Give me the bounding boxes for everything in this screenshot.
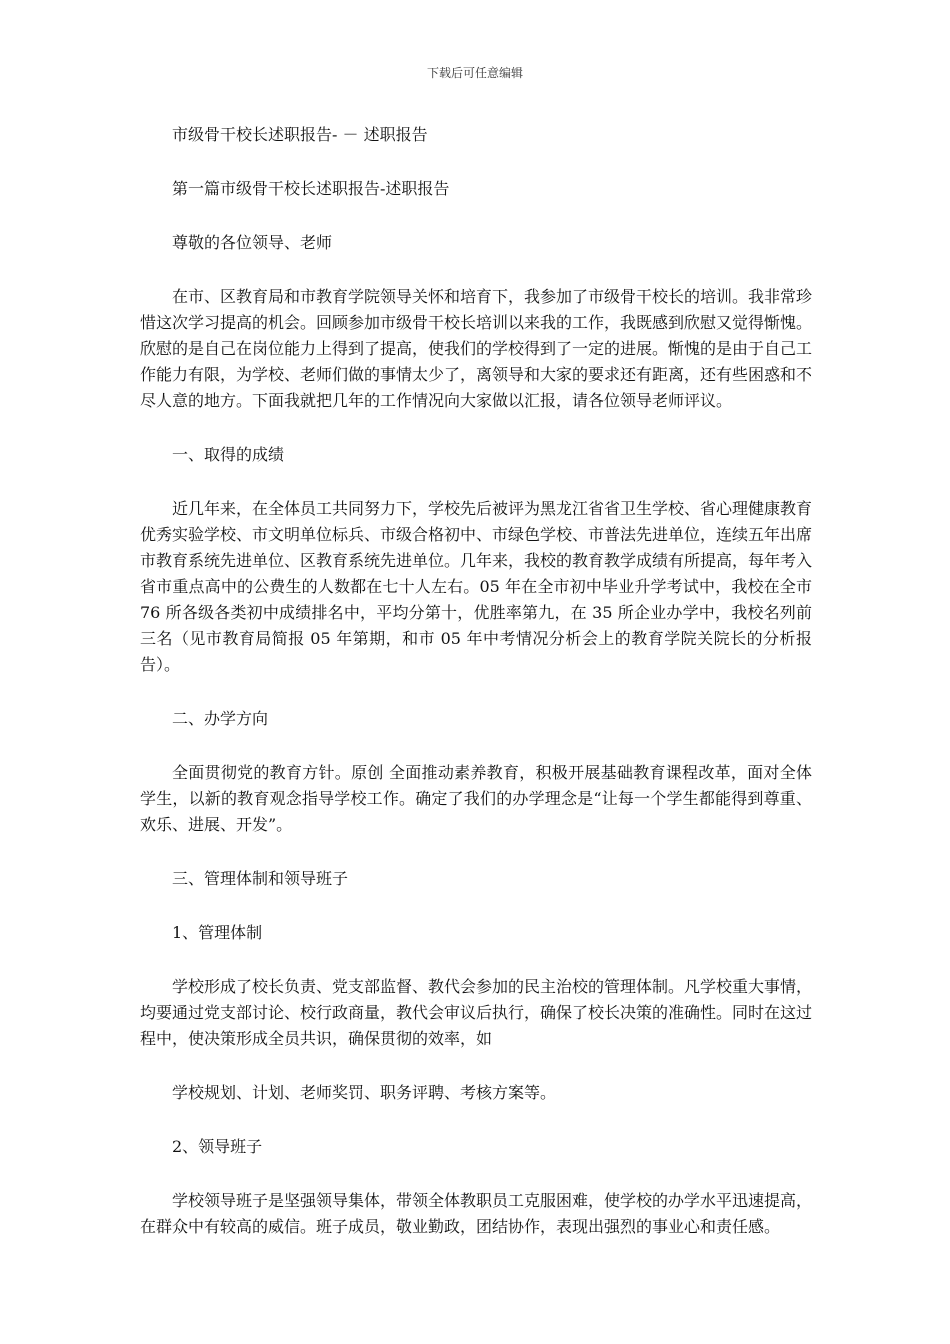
section-2-heading: 二、办学方向 [172, 709, 269, 728]
document-subtitle: 第一篇市级骨干校长述职报告-述职报告 [172, 179, 450, 198]
subsection-2-heading: 2、领导班子 [172, 1137, 263, 1156]
section-3-heading: 三、管理体制和领导班子 [172, 869, 349, 888]
subsection-2-paragraph: 学校领导班子是坚强领导集体，带领全体教职员工克服困难，使学校的办学水平迅速提高，在群众中有较高的威信。班子成员，敬业勤政，团结协作，表现出强烈的事业心和责任感。 [140, 1191, 813, 1236]
section-1-paragraph: 近几年来，在全体员工共同努力下，学校先后被评为黑龙江省省卫生学校、省心理健康教育优秀实验学校、市文明单位标兵、市级合格初中、市绿色学校、市普法先进单位，连续五年出席市教育系统先进单位、区教育系统先进单位。几年来，我校的教育教学成绩有所提高，每年考入省市重点高中的公费生的人数都在七十人左右。05 年在全市初中毕业升学考试中，我校在全市 76 所各级各类初中成绩排名中，平均分第十，优胜率第九，在 35 所企业办学中，我校名列前三名（见市教育局简报 05 年第期，和市 05 年中考情况分析会上的教育学院关院长的分析报告）。 [140, 499, 813, 674]
subsection-1-continuation: 学校规划、计划、老师奖罚、职务评聘、考核方案等。 [172, 1083, 557, 1102]
intro-paragraph: 在市、区教育局和市教育学院领导关怀和培育下，我参加了市级骨干校长的培训。我非常珍惜这次学习提高的机会。回顾参加市级骨干校长培训以来我的工作，我既感到欣慰又觉得惭愧。欣慰的是自己在岗位能力上得到了提高，使我们的学校得到了一定的进展。惭愧的是由于自己工作能力有限，为学校、老师们做的事情太少了，离领导和大家的要求还有距离，还有些困惑和不尽人意的地方。下面我就把几年的工作情况向大家做以汇报，请各位领导老师评议。 [140, 287, 813, 410]
document-body [140, 122, 812, 1268]
document-title: 市级骨干校长述职报告- － 述职报告 [172, 125, 428, 144]
section-1-heading: 一、取得的成绩 [172, 445, 285, 464]
subsection-1-paragraph: 学校形成了校长负责、党支部监督、教代会参加的民主治校的管理体制。凡学校重大事情，均要通过党支部讨论、校行政商量，教代会审议后执行，确保了校长决策的准确性。同时在这过程中，使决策形成全员共识，确保贯彻的效率，如 [140, 977, 813, 1048]
section-2-paragraph: 全面贯彻党的教育方针。原创 全面推动素养教育，积极开展基础教育课程改革，面对全体学生，以新的教育观念指导学校工作。确定了我们的办学理念是“让每一个学生都能得到尊重、欢乐、进展、开发”。 [140, 763, 812, 834]
subsection-1-heading: 1、管理体制 [172, 923, 263, 942]
page-header-note: 下载后可任意编辑 [426, 66, 523, 80]
salutation: 尊敬的各位领导、老师 [172, 233, 333, 252]
